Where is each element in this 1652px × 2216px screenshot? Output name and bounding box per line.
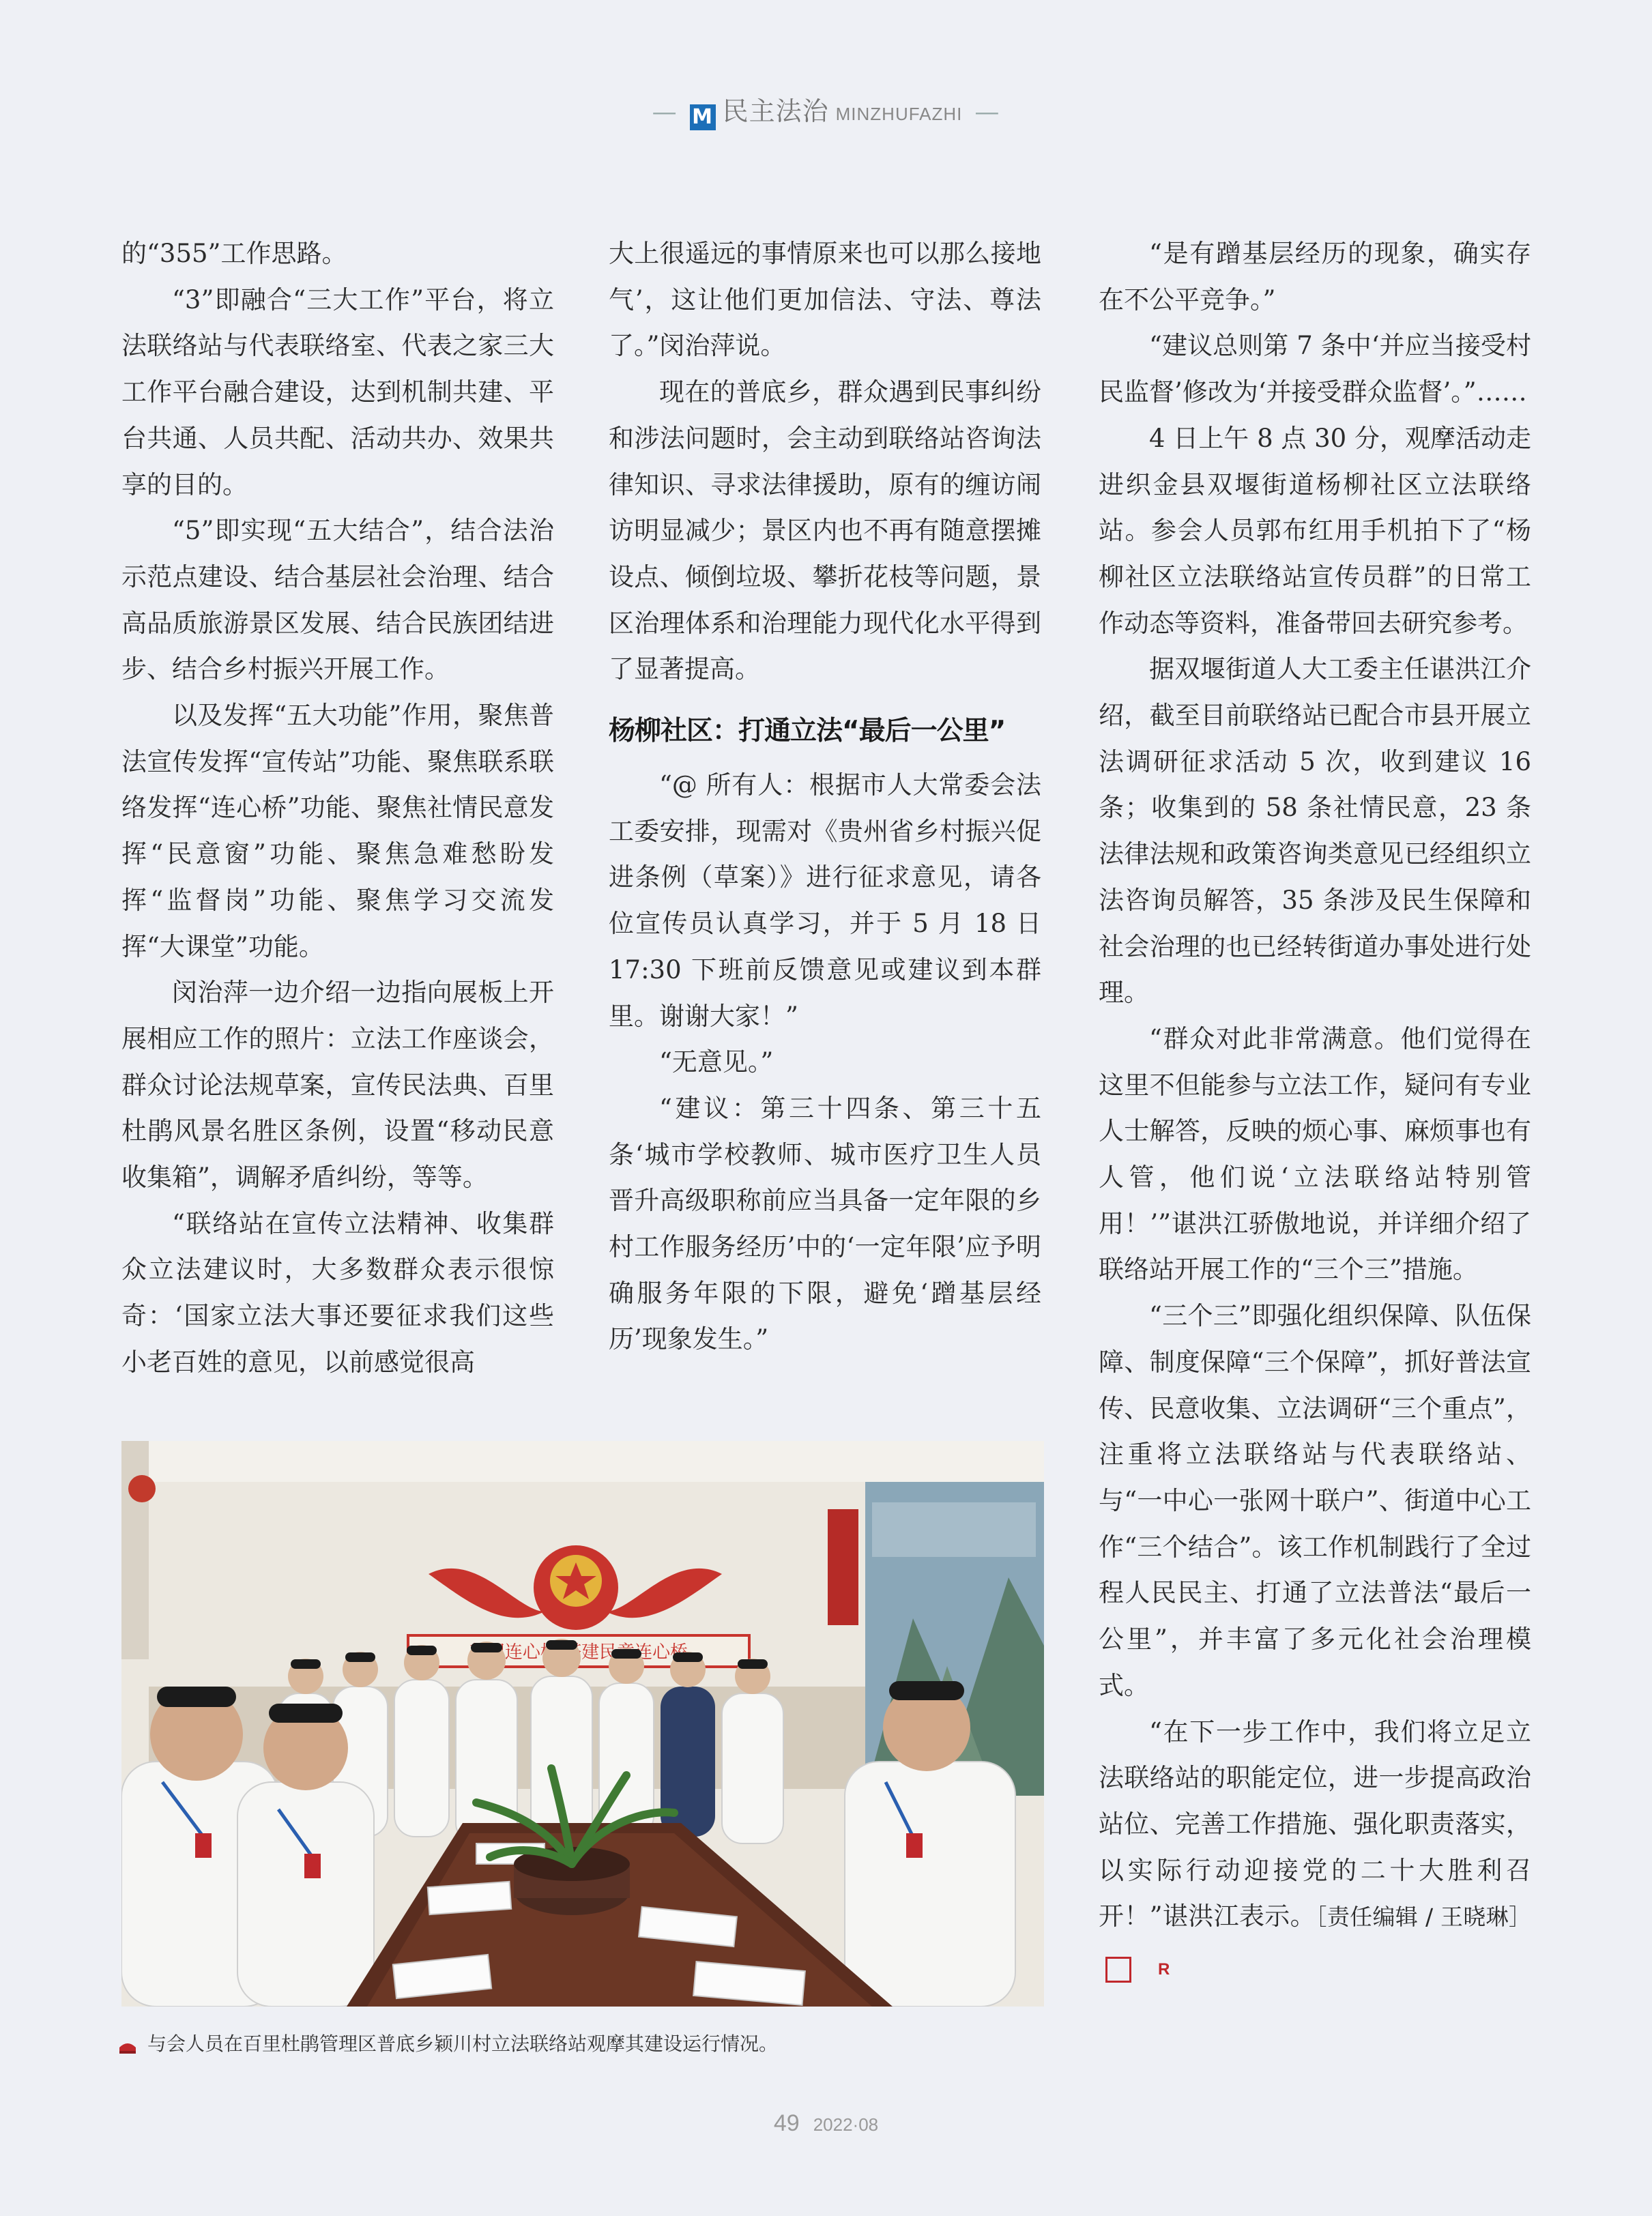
page-footer (0, 2110, 1652, 2137)
paragraph: “联络站在宣传立法精神、收集群众立法建议时，大多数群众表示很惊奇：‘国家立法大事还要征求我们这些小老百姓的意见，以前感觉很高 (121, 1208, 554, 1377)
paragraph: 以及发挥“五大功能”作用，聚焦普法宣传发挥“宣传站”功能、聚焦联系联络发挥“连心桥”功能、聚焦社情民意发挥“民意窗”功能、聚焦急难愁盼发挥“监督岗”功能、聚焦学习交流发挥“大课堂”功能。 (121, 701, 554, 961)
banner-text: 架起连心桥 (469, 1642, 558, 1663)
section-title: 民主法治 (722, 96, 829, 126)
caption-text: 与会人员在百里杜鹃管理区普底乡颖川村立法联络站观摩其建设运行情况。 (147, 2032, 779, 2055)
header-dash-right: — (974, 98, 1000, 126)
editor-credit: ［责任编辑 / 王晓琳］ (1315, 1904, 1531, 1931)
paragraph: 的“355”工作思路。 (121, 239, 347, 268)
article-column-3 (1099, 231, 1531, 1987)
paragraph: “3”即融合“三大工作”平台，将立法联络站与代表联络室、代表之家三大工作平台融合建设，达到机制共建、平台共通、人员共配、活动共办、效果共享的目的。 (121, 285, 554, 499)
article-photo (121, 1441, 1044, 2007)
paragraph: 据双堰街道人大工委主任谌洪江介绍，截至目前联络站已配合市县开展立法调研征求活动 5 次，收到建议 16 条；收集到的 58 条社情民意，23 条法律法规和政策咨询类意见已经组织立法咨询员解答，35 条涉及民生保障和社会治理的也已经转街道办事处进行处理。 (1099, 654, 1531, 1008)
paragraph: 现在的普底乡，群众遇到民事纠纷和涉法问题时，会主动到联络站咨询法律知识、寻求法律援助，原有的缠访闹访明显减少；景区内也不再有随意摆摊设点、倾倒垃圾、攀折花枝等问题，景区治理体系和治理能力现代化水平得到了显著提高。 (609, 377, 1041, 684)
section-title-en: MINZHUFAZHI (835, 104, 963, 124)
meeting-room-illustration (121, 1441, 1044, 2007)
running-header (0, 90, 1652, 130)
magazine-logo-icon: M (690, 104, 716, 130)
paragraph: 4 日上午 8 点 30 分，观摩活动走进织金县双堰街道杨柳社区立法联络站。参会人员郭布红用手机拍下了“杨柳社区立法联络站宣传员群”的日常工作动态等资料，准备带回去研究参考。 (1099, 423, 1531, 638)
paragraph-text: “在下一步工作中，我们将立足立法联络站的职能定位，进一步提高政治站位、完善工作措施、强化职责落实，以实际行动迎接党的二十大胜利召开！”谌洪江表示。 (1099, 1717, 1531, 1931)
paragraph-final (1099, 1709, 1531, 1987)
section-heading: 杨柳社区：打通立法“最后一公里” (609, 716, 1006, 747)
paragraph: 闵治萍一边介绍一边指向展板上开展相应工作的照片：立法工作座谈会，群众讨论法规草案，宣传民法典、百里杜鹃风景名胜区条例，设置“移动民意收集箱”，调解矛盾纠纷，等等。 (121, 978, 554, 1193)
paragraph: “建议：第三十四条、第三十五条‘城市学校教师、城市医疗卫生人员晋升高级职称前应当具备一定年限的乡村工作服务经历’中的‘一定年限’应予明确服务年限的下限，避免‘蹭基层经历’现象发生。” (609, 1093, 1041, 1354)
paragraph: “群众对此非常满意。他们觉得在这里不但能参与立法工作，疑问有专业人士解答，反映的烦心事、麻烦事也有人管，他们说‘立法联络站特别管用！’”谌洪江骄傲地说，并详细介绍了联络站开展工作的“三个三”措施。 (1099, 1023, 1531, 1285)
page-number: 49 (773, 2110, 800, 2136)
paragraph: “三个三”即强化组织保障、队伍保障、制度保障“三个保障”，抓好普法宣传、民意收集、立法调研“三个重点”，注重将立法联络站与代表联络站、与“一中心一张网十联户”、街道中心工作“三个结合”。该工作机制践行了全过程人民民主、打通了立法普法“最后一公里”，并丰富了多元化社会治理模式。 (1099, 1301, 1531, 1700)
paragraph: 大上很遥远的事情原来也可以那么接地气’，这让他们更加信法、守法、尊法了。”闵治萍说。 (609, 239, 1041, 361)
paragraph: “建议总则第 7 条中‘并应当接受村民监督’修改为‘并接受群众监督’。”…… (1099, 331, 1531, 407)
paragraph: “无意见。” (659, 1047, 774, 1077)
paragraph: “5”即实现“五大结合”，结合法治示范点建设、结合基层社会治理、结合高品质旅游景区发展、结合民族团结进步、结合乡村振兴开展工作。 (121, 516, 554, 684)
paragraph: “@ 所有人：根据市人大常委会法工委安排，现需对《贵州省乡村振兴促进条例（草案）》进行征求意见，请各位宣传员认真学习，并于 5 月 18 日 17:30 下班前反馈意见或建议到本群里。谢谢大家！” (609, 770, 1041, 1031)
article-column-1 (121, 231, 554, 1386)
article-column-2 (609, 231, 1041, 1362)
paragraph: “是有蹭基层经历的现象，确实存在不公平竞争。” (1099, 239, 1531, 315)
caption-marker-icon (119, 2037, 136, 2059)
photo-caption (119, 2029, 778, 2059)
end-mark-icon: R (1105, 1957, 1131, 1983)
issue-date: 2022·08 (813, 2114, 879, 2135)
header-dash-left: — (652, 98, 678, 126)
